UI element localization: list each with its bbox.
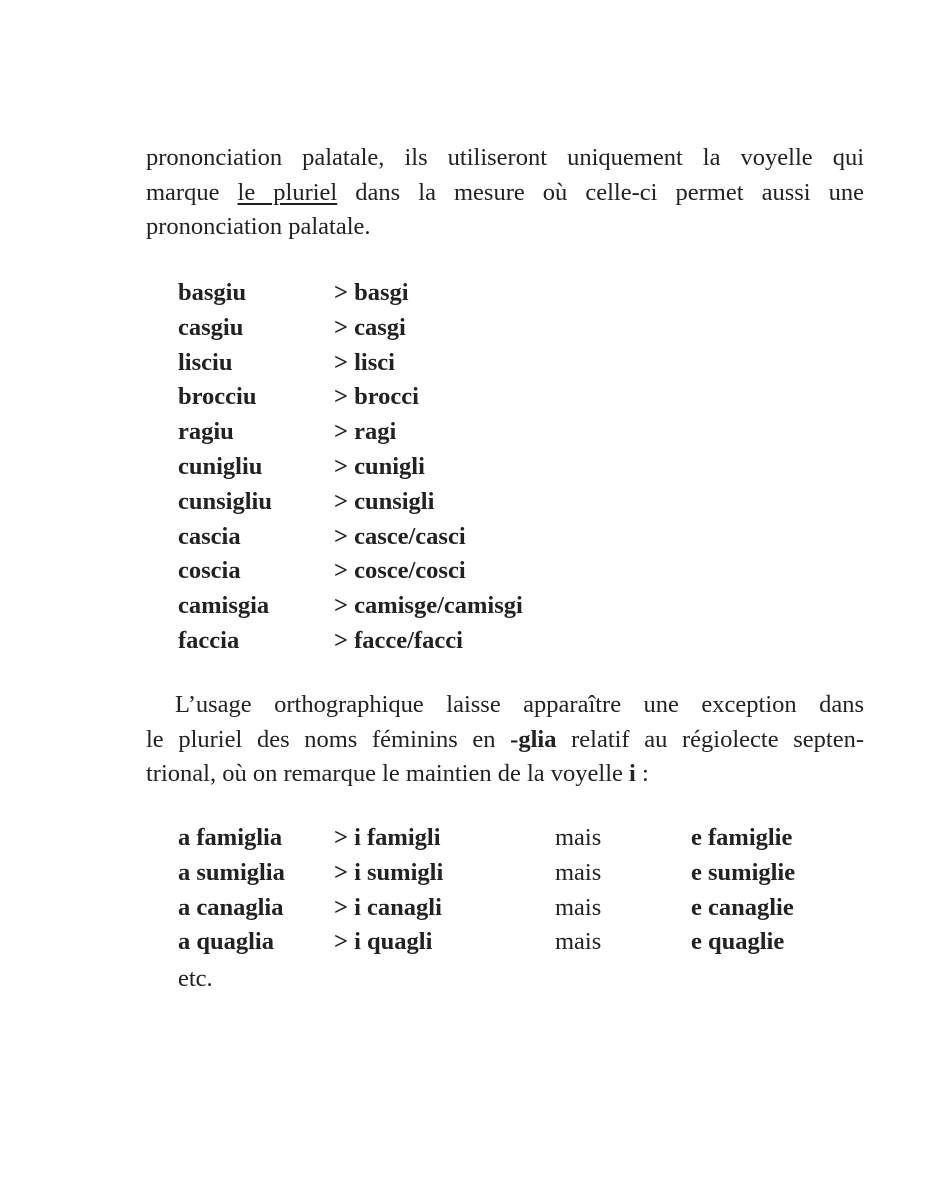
paragraph-line: prononciation palatale. [146, 213, 371, 240]
feminine-plural: e sumiglie [691, 858, 796, 886]
paragraph-line: le pluriel des noms féminins en -glia relatif au régiolecte septen- [146, 725, 865, 753]
bold-suffix: -glia [510, 725, 557, 753]
plural-form: > cosce/cosci [334, 557, 466, 585]
singular-form: a canaglia [178, 893, 284, 921]
feminine-plural: e quaglie [691, 928, 785, 956]
plural-form: > cunigli [334, 452, 425, 480]
singular-form: casgiu [178, 313, 244, 341]
singular-form: basgiu [178, 279, 247, 306]
masculine-plural: > i sumigli [334, 858, 444, 886]
plural-form: > ragi [334, 418, 397, 446]
singular-form: a famiglia [178, 824, 283, 851]
singular-form: camisgia [178, 592, 270, 620]
paragraph-line: L’usage orthographique laisse apparaître une exception dans [175, 691, 864, 718]
plural-form: > brocci [334, 383, 419, 411]
singular-form: a sumiglia [178, 858, 285, 886]
conjunction: mais [555, 928, 602, 956]
singular-form: coscia [178, 557, 241, 585]
paragraph-line: marque le pluriel dans la mesure où celle-ci permet aussi une [146, 178, 865, 206]
paragraph-line: trional, où on remarque le maintien de la voyelle i : [146, 760, 649, 787]
feminine-plural: e canaglie [691, 893, 794, 921]
plural-form: > facce/facci [334, 626, 463, 654]
plural-form: > cunsigli [334, 487, 435, 515]
masculine-plural: > i quagli [334, 928, 433, 956]
plural-form: > casce/casci [334, 522, 466, 550]
singular-form: cunigliu [178, 452, 263, 480]
plural-form: > basgi [334, 279, 409, 306]
conjunction: mais [555, 858, 602, 886]
plural-form: > lisci [334, 348, 395, 376]
plural-form: > camisge/camisgi [334, 592, 523, 620]
singular-form: cascia [178, 522, 241, 550]
singular-form: brocciu [178, 383, 257, 411]
feminine-plural: e famiglie [691, 824, 793, 851]
singular-form: lisciu [178, 348, 233, 376]
plural-form: > casgi [334, 313, 406, 341]
singular-form: ragiu [178, 418, 234, 446]
paragraph-line: prononciation palatale, ils utiliseront uniquement la voyelle qui [146, 144, 864, 171]
singular-form: cunsigliu [178, 487, 272, 515]
bold-vowel: i [629, 760, 636, 787]
paragraph-palatal [146, 141, 864, 245]
masculine-plural: > i famigli [334, 824, 441, 851]
underlined-term: le pluriel [237, 178, 338, 206]
singular-form: a quaglia [178, 928, 274, 956]
masculine-plural: > i canagli [334, 893, 442, 921]
conjunction: mais [555, 824, 602, 851]
conjunction: mais [555, 893, 602, 921]
etc-text: etc. [178, 965, 213, 992]
paragraph-exception [146, 688, 864, 792]
singular-form: faccia [178, 626, 240, 654]
